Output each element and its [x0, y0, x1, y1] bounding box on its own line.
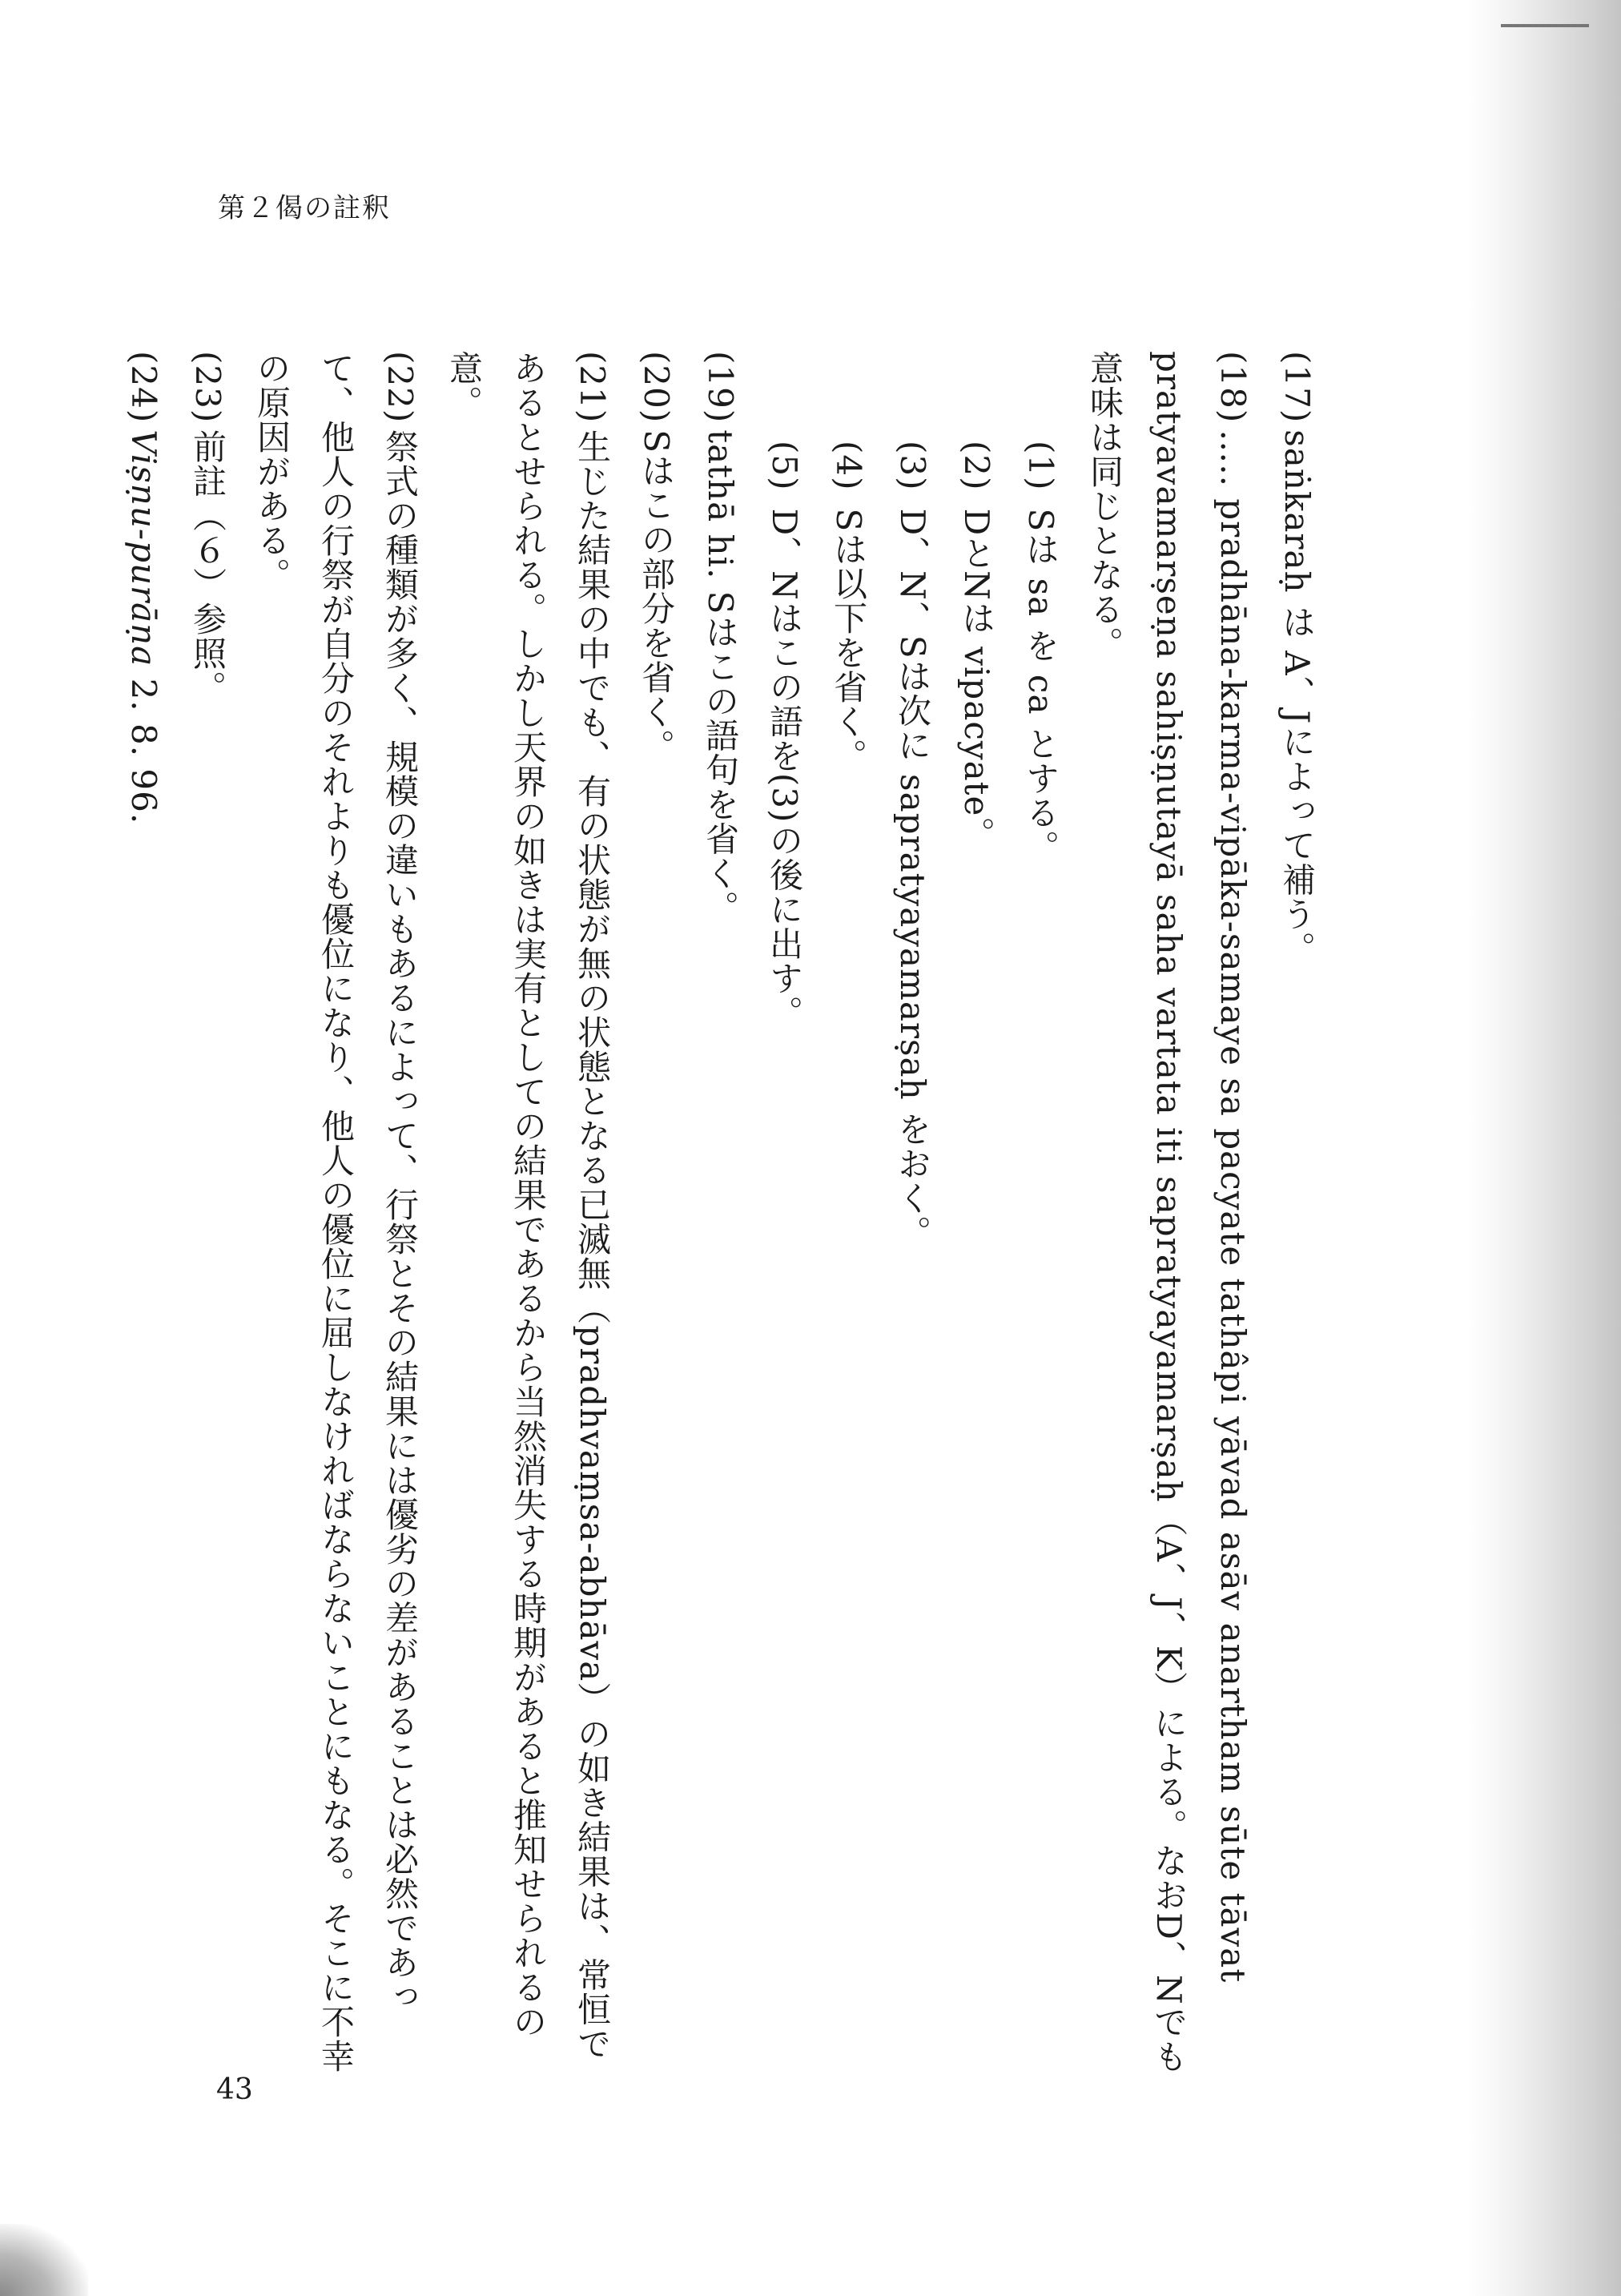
work-title: Viṣṇu-purāṇa	[124, 429, 163, 667]
footnote-18: (18)….. pradhāna-karma-vipāka-samaye sa pacyate tathâpi yāvad asāv anartham sūte tāvat pratyavamarṣeṇa sahiṣṇutayā saha vartata iti sapratyayamarṣaḥ（A、J、K）による。なおD、Nでも意味は同じとなる。	[1085, 351, 1253, 2074]
scan-edge	[1469, 0, 1621, 2296]
scan-corner-shadow	[0, 2224, 88, 2296]
footnote-20: (20)Sはこの部分を省く。	[637, 351, 676, 763]
footnote-24: (24)Viṣṇu-purāṇa 2. 8. 96.	[124, 351, 163, 825]
edge-mark	[1501, 24, 1589, 27]
footnotes-vertical	[124, 351, 1329, 2081]
footnote-18-sub-4: (4)Sは以下を省く。	[829, 441, 868, 774]
footnote-21: (21)生じた結果の中でも、有の状態が無の状態となる已滅無（pradhvaṃsa-abhāva）の如き結果は、常恒であるとせられる。しかし天界の如きは実有としての結果であるから当然消失する時期があると推知せられるの意。	[444, 351, 612, 2061]
footnote-19: (19)tathā hi. Sはこの語句を省く。	[701, 351, 740, 925]
footnote-18-sub-5: (5)D、Nはこの語を(3)の後に出す。	[765, 441, 804, 1030]
footnote-18-sub-3: (3)D、N、Sは次に sapratyayamarṣaḥ をおく。	[893, 441, 932, 1250]
footnote-22: (22)祭式の種類が多く、規模の違いもあるによって、行祭とその結果には優劣の差があることは必然であって、他人の行祭が自分のそれよりも優位になり、他人の優位に屈しなければならないことにもなる。そこに不幸の原因がある。	[252, 351, 420, 2073]
footnote-23: (23)前註（６）参照。	[188, 351, 227, 706]
running-header: 第２偈の註釈	[218, 192, 391, 224]
footnote-17: (17)saṅkaraḥ は A、Jによって補う。	[1277, 351, 1317, 966]
page-number: 43	[216, 2073, 253, 2106]
footnote-18-sub-1: (1)Sは sa を ca とする。	[1021, 441, 1060, 864]
footnote-18-sub-2: (2)DとNは vipacyate。	[957, 441, 996, 852]
